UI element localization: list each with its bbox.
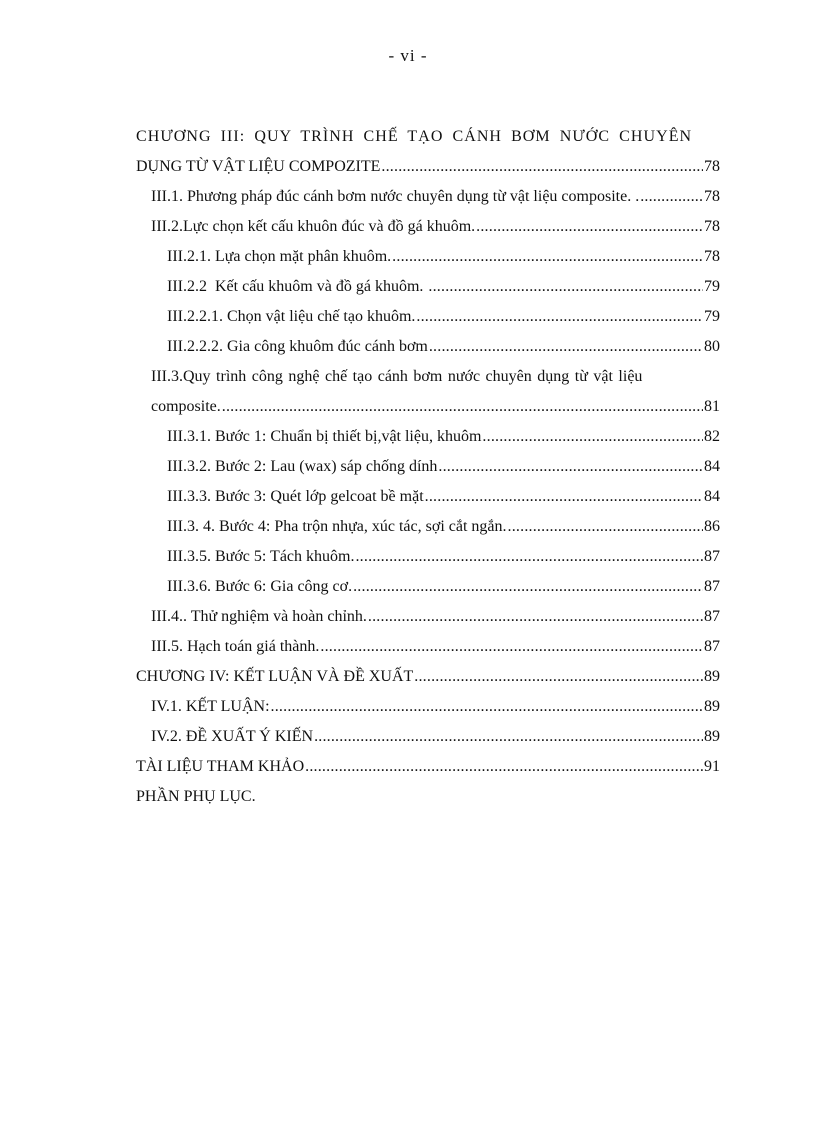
toc-entry-appendix[interactable] bbox=[136, 782, 720, 812]
toc-entry-section-3-3[interactable] bbox=[136, 392, 720, 422]
toc-entry-title: III.3.2. Bước 2: Lau (wax) sáp chống dính bbox=[167, 458, 438, 475]
toc-dot-leader bbox=[482, 422, 703, 452]
toc-entry-title: III.3.5. Bước 5: Tách khuôm. bbox=[167, 548, 355, 565]
toc-entry-title: DỤNG TỪ VẬT LIỆU COMPOZITE bbox=[136, 158, 381, 175]
toc-dot-leader bbox=[320, 632, 703, 662]
toc-entry[interactable] bbox=[136, 692, 720, 722]
toc-dot-leader bbox=[438, 452, 703, 482]
toc-dot-leader bbox=[368, 602, 703, 632]
toc-entry-title: III.5. Hạch toán giá thành. bbox=[151, 638, 320, 655]
toc-entry[interactable] bbox=[136, 182, 720, 212]
toc-entry-title: III.2.2.1. Chọn vật liệu chế tạo khuôm. bbox=[167, 308, 416, 325]
toc-dot-leader bbox=[508, 512, 703, 542]
toc-entry-title: III.2.2 Kết cấu khuôm và đồ gá khuôm. bbox=[167, 278, 428, 295]
toc-entry-title: IV.2. ĐỀ XUẤT Ý KIẾN bbox=[151, 728, 314, 745]
toc-entry-page: 87 bbox=[704, 548, 720, 565]
toc-entry[interactable] bbox=[136, 452, 720, 482]
toc-entry[interactable] bbox=[136, 242, 720, 272]
toc-entry-page: 87 bbox=[704, 578, 720, 595]
toc-entry[interactable] bbox=[136, 542, 720, 572]
toc-entry-title: CHƯƠNG IV: KẾT LUẬN VÀ ĐỀ XUẤT bbox=[136, 668, 414, 685]
toc-entry-title: composite. bbox=[151, 398, 221, 415]
toc-entry-page: 86 bbox=[704, 518, 720, 535]
toc-entry-title: III.2.1. Lựa chọn mặt phân khuôm. bbox=[167, 248, 392, 265]
toc-entry-title: IV.1. KẾT LUẬN: bbox=[151, 698, 270, 715]
toc-entry-title: PHẦN PHỤ LỤC. bbox=[136, 788, 256, 805]
toc-entry-page: 78 bbox=[704, 248, 720, 265]
toc-dot-leader bbox=[305, 752, 703, 782]
toc-entry-page: 79 bbox=[704, 278, 720, 295]
toc-dot-leader bbox=[640, 182, 703, 212]
toc-entry[interactable] bbox=[136, 602, 720, 632]
toc-entry-page: 78 bbox=[704, 188, 720, 205]
toc-entry-page: 89 bbox=[704, 668, 720, 685]
page-number: - vi - bbox=[388, 46, 428, 65]
toc-entry-page: 84 bbox=[704, 458, 720, 475]
toc-entry[interactable] bbox=[136, 482, 720, 512]
toc-entry[interactable] bbox=[136, 272, 720, 302]
toc-dot-leader bbox=[222, 392, 703, 422]
toc-entry-chapter-3-line1[interactable] bbox=[136, 122, 720, 152]
toc-dot-leader bbox=[314, 722, 703, 752]
toc-entry-references[interactable] bbox=[136, 752, 720, 782]
toc-entry-title: III.1. Phương pháp đúc cánh bơm nước chuyên dụng từ vật liệu composite. . bbox=[151, 188, 640, 205]
toc-dot-leader bbox=[271, 692, 703, 722]
toc-dot-leader bbox=[428, 272, 703, 302]
toc-entry-title: III.2.2.2. Gia công khuôm đúc cánh bơm bbox=[167, 338, 428, 355]
toc-entry-section-3-3-line1[interactable] bbox=[136, 362, 720, 392]
toc-dot-leader bbox=[476, 212, 703, 242]
toc-entry[interactable] bbox=[136, 302, 720, 332]
toc-entry-page: 89 bbox=[704, 728, 720, 745]
toc-entry[interactable] bbox=[136, 512, 720, 542]
toc-entry-title: III.3.6. Bước 6: Gia công cơ. bbox=[167, 578, 353, 595]
toc-dot-leader bbox=[425, 482, 703, 512]
toc-entry[interactable] bbox=[136, 572, 720, 602]
toc-entry-title: III.2.Lực chọn kết cấu khuôn đúc và đồ gá khuôm. bbox=[151, 218, 476, 235]
toc-entry-page: 78 bbox=[704, 218, 720, 235]
toc-entry-page: 80 bbox=[704, 338, 720, 355]
toc-entry-chapter-4[interactable] bbox=[136, 662, 720, 692]
toc-entry-page: 87 bbox=[704, 638, 720, 655]
toc-entry-title: III.3.Quy trình công nghệ chế tạo cánh bơm nước chuyên dụng từ vật liệu bbox=[151, 368, 643, 385]
toc-dot-leader bbox=[355, 542, 703, 572]
toc-entry-title: CHƯƠNG III: QUY TRÌNH CHẾ TẠO CÁNH BƠM NƯỚC CHUYÊN bbox=[136, 128, 693, 145]
toc-dot-leader bbox=[429, 332, 703, 362]
toc-entry[interactable] bbox=[136, 632, 720, 662]
toc-entry-page: 87 bbox=[704, 608, 720, 625]
toc-entry-page: 89 bbox=[704, 698, 720, 715]
toc-dot-leader bbox=[416, 302, 703, 332]
toc-entry-page: 91 bbox=[704, 758, 720, 775]
table-of-contents bbox=[136, 122, 720, 812]
toc-entry-chapter-3[interactable] bbox=[136, 152, 720, 182]
toc-entry-page: 81 bbox=[704, 398, 720, 415]
toc-entry-page: 84 bbox=[704, 488, 720, 505]
toc-entry-page: 82 bbox=[704, 428, 720, 445]
toc-entry[interactable] bbox=[136, 212, 720, 242]
toc-dot-leader bbox=[414, 662, 703, 692]
toc-entry[interactable] bbox=[136, 722, 720, 752]
toc-dot-leader bbox=[381, 152, 703, 182]
toc-entry[interactable] bbox=[136, 422, 720, 452]
toc-entry-title: III.3.1. Bước 1: Chuẩn bị thiết bị,vật liệu, khuôm bbox=[167, 428, 482, 445]
toc-entry-page: 79 bbox=[704, 308, 720, 325]
toc-entry-title: III.3.3. Bước 3: Quét lớp gelcoat bề mặt bbox=[167, 488, 424, 505]
toc-entry-page: 78 bbox=[704, 158, 720, 175]
toc-dot-leader bbox=[392, 242, 703, 272]
toc-entry[interactable] bbox=[136, 332, 720, 362]
toc-entry-title: III.4.. Thử nghiệm và hoàn chỉnh. bbox=[151, 608, 367, 625]
toc-dot-leader bbox=[353, 572, 703, 602]
toc-entry-title: TÀI LIỆU THAM KHẢO bbox=[136, 758, 305, 775]
toc-entry-title: III.3. 4. Bước 4: Pha trộn nhựa, xúc tác, sợi cắt ngắn. bbox=[167, 518, 507, 535]
